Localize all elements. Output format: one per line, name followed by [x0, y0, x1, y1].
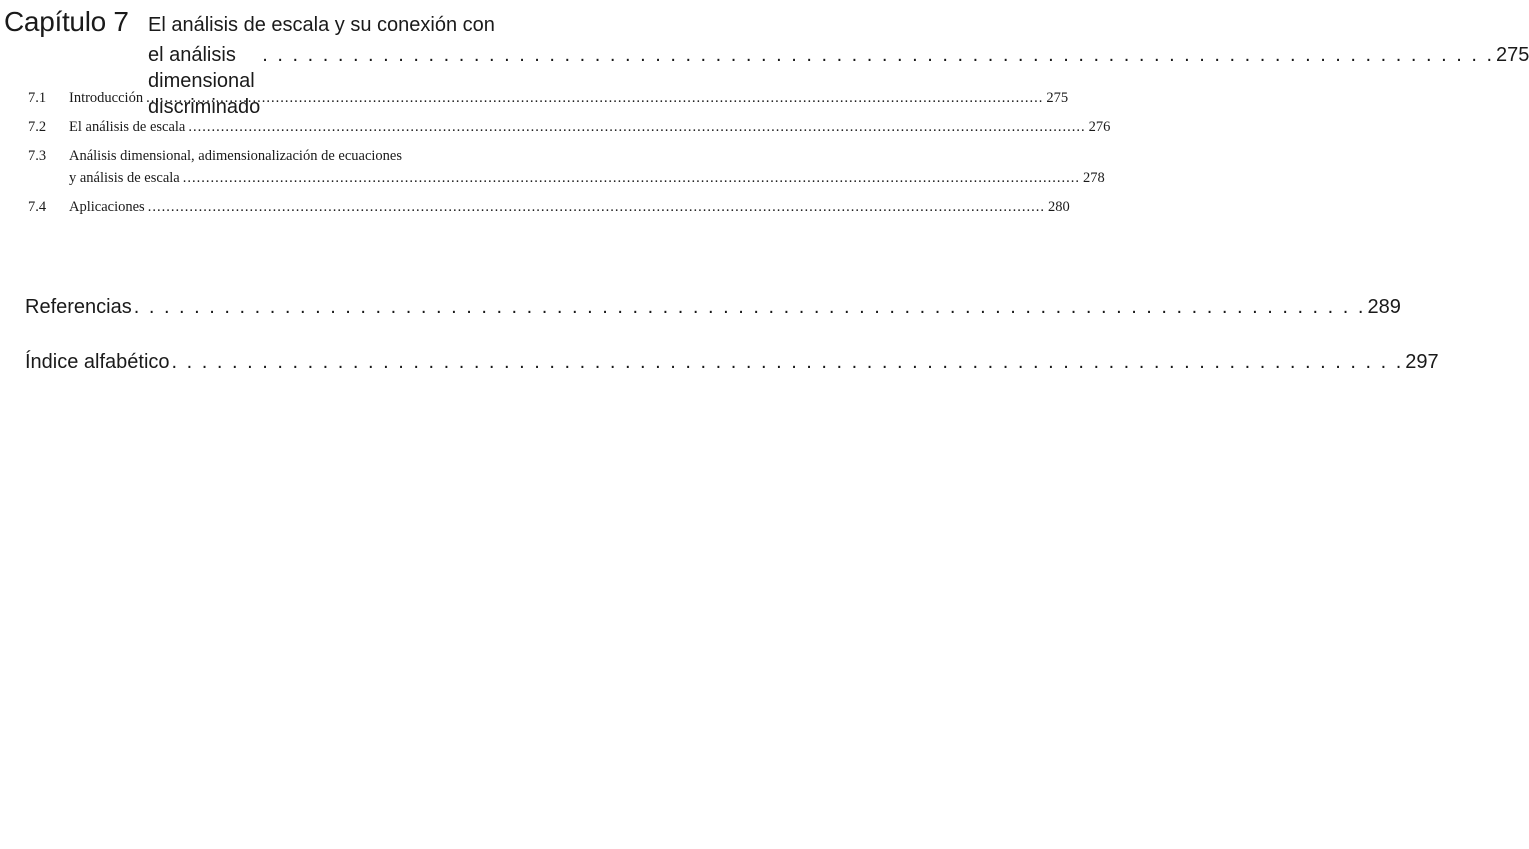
dot-leader	[188, 116, 1085, 138]
dot-leader	[146, 87, 1043, 109]
chapter-page-number: 275	[1496, 44, 1529, 66]
section-page-number: 280	[1047, 199, 1070, 215]
back-matter-list	[25, 291, 1439, 401]
section-title: El análisis de escala	[69, 119, 186, 135]
section-list	[28, 87, 1111, 218]
chapter-title-line-1[interactable]: El análisis de escala y su conexión con	[148, 14, 495, 36]
dot-leader	[148, 196, 1045, 218]
section-title: Aplicaciones	[69, 199, 145, 215]
dot-leader	[183, 167, 1080, 189]
section-title-line-1: Análisis dimensional, adimensionalización de ecuaciones	[69, 148, 402, 164]
toc-entry-indice-alfabetico[interactable]	[25, 346, 1439, 379]
section-number: 7.4	[28, 199, 47, 215]
section-number: 7.1	[28, 90, 47, 106]
toc-entry-7-2[interactable]	[28, 116, 1111, 138]
dot-leader	[262, 42, 1494, 68]
section-number: 7.3	[28, 148, 47, 164]
section-page-number: 276	[1088, 119, 1111, 135]
section-title-line-2: y análisis de escala	[69, 170, 180, 186]
chapter-title-line-2: el análisis dimensional discriminado	[148, 44, 261, 118]
section-number: 7.2	[28, 119, 47, 135]
section-title: Introducción	[69, 90, 144, 106]
toc-entry-7-3[interactable]	[28, 145, 1105, 189]
section-page-number: 278	[1082, 170, 1105, 186]
toc-entry-7-1[interactable]	[28, 87, 1069, 109]
toc-entry-referencias[interactable]	[25, 291, 1401, 324]
backmatter-title: Referencias	[25, 296, 132, 318]
chapter-label[interactable]: Capítulo 7	[4, 6, 129, 37]
backmatter-page-number: 297	[1405, 351, 1439, 373]
backmatter-page-number: 289	[1367, 296, 1401, 318]
toc-entry-7-4[interactable]	[28, 196, 1070, 218]
dot-leader	[172, 346, 1404, 379]
dot-leader	[134, 291, 1366, 324]
section-page-number: 275	[1046, 90, 1069, 106]
backmatter-title: Índice alfabético	[25, 351, 170, 373]
